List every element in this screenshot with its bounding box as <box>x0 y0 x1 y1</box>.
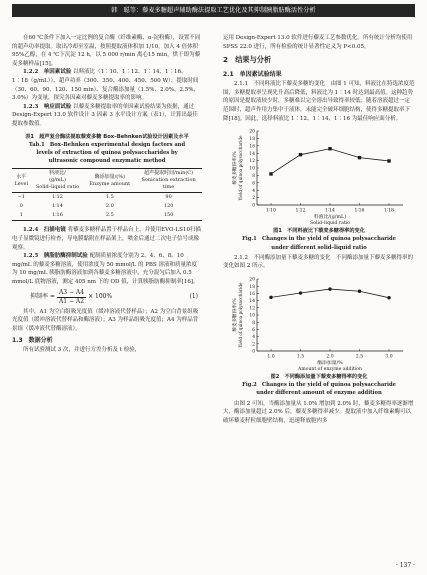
table1-block <box>12 133 202 222</box>
paragraph: 2.1.2 不同酶添加量下藜麦多糖的变化 不同酶添加量下藜麦多糖得率的变化如图 2 所示。 <box>223 254 413 270</box>
subsection-text: 将藜麦多糖样品置于样品台上，并使用EVO-LS10扫描电子显微镜进行检查，导电膜黏附在样品架上，喷金后通过二次电子信号成像观察。 <box>12 227 201 251</box>
x-tick-label: 1∶16 <box>354 208 365 214</box>
y-tick-label: 18 <box>249 284 255 290</box>
figure2-caption-en: under different amount of enzyme addition <box>256 390 382 397</box>
y-tick-label: 16 <box>249 291 255 297</box>
factor-level-table <box>12 168 202 221</box>
series-line <box>271 149 389 174</box>
table-header: 酶添加量/(%) Enzyme amount <box>84 169 135 193</box>
data-point <box>299 153 302 156</box>
subsection-title: 1.2.3 响应面试验 <box>23 103 72 110</box>
paragraph-s125 <box>12 252 202 286</box>
paragraph: 由图 2 可知，当酶添加量从 1.0% 增加到 2.0% 时，藜麦多糖得率逐渐增大，酶添加量超过 2.0% 后，藜麦多糖得率减少。提取液中加入纤维素酶可以破坏藜麦籽粒细胞壁结构，迅速释放胞内多 <box>223 400 414 424</box>
section-title-2: 2 结果与分析 <box>223 55 272 65</box>
paragraph: 在60 ℃条件下加入一定比例的复合酶（纤维素酶、α-淀粉酶），设置不同的超声功率提取。取出冷却至室温，按照提取液体积加 1/10，加入 4 倍体积95%乙醇，在 4 ℃下沉淀 12 h，以 5 000 r/min 离心15 min，烘干即为藜麦多糖样品[15]。 <box>12 35 201 67</box>
y-axis-label: 藜麦多糖得率/% <box>233 298 238 332</box>
y-tick-label: 0 <box>252 349 255 355</box>
y-axis-label: 藜麦多糖得率/% <box>233 151 238 185</box>
data-point <box>269 296 272 299</box>
x-axis-label: 酶添加量/% <box>317 360 343 366</box>
data-point <box>387 159 390 162</box>
figure1-caption-en: under different solid–liquid ratio <box>271 244 367 251</box>
equation-denominator: A1 − A2 <box>58 297 85 305</box>
x-tick-label: 1∶12 <box>295 208 306 214</box>
y-tick-label: 20 <box>249 129 255 135</box>
section-title-1-3: 1.3 数据分析 <box>12 337 53 345</box>
paragraph-s122 <box>12 68 202 102</box>
y-tick-label: 8 <box>252 320 255 326</box>
y-tick-label: 12 <box>249 159 255 165</box>
x-tick-label: 2.5 <box>355 354 364 360</box>
y-tick-label: 14 <box>249 151 255 157</box>
table-row: 1 1∶16 2.5 150 <box>12 211 202 221</box>
data-point <box>328 287 331 290</box>
y-tick-label: 8 <box>252 174 255 180</box>
y-tick-label: 20 <box>249 277 255 283</box>
table-header: 料液比/ (g/mL) Solid–liquid ratio <box>31 169 85 193</box>
y-tick-label: 16 <box>249 144 255 150</box>
figure1-caption-cn: 图1 不同料液比下藜麦多糖得率的变化 <box>273 228 365 235</box>
table1-title-en: Tab.1 Box–Behnken experimental design factors and <box>28 141 186 148</box>
subsection-text: 配制质量浓度分别为 2、4、6、8、10 mg/mL 的藜麦多糖溶液，使用浓度为 50 mmol/L 的 PBS 溶液和质量浓度为 10 mg/mL 胰脂肪酶溶液加到各藜麦多糖溶液中，充分混匀后加入 0.5 mmol/L 底物溶液，测定 405 nm 下的 OD 值，计算胰脂肪酶抑制率[16]。 <box>12 253 199 285</box>
paragraph: 运用 Design-Expert 13.0 软件进行藜麦工艺参数优化。所有统计分析均使用 SPSS 22.0 进行，所有检验的统计显著性定义为 P<0.05。 <box>223 35 413 50</box>
data-point <box>358 289 361 292</box>
x-tick-label: 3.0 <box>385 354 393 360</box>
right-column <box>223 34 415 425</box>
table-row: 0 1∶14 2.0 120 <box>19 203 174 210</box>
y-tick-label: 18 <box>249 137 255 143</box>
paragraph-s123 <box>12 103 202 129</box>
figure2-caption-cn: 图2 不同酶添加量下藜麦多糖得率的变化 <box>270 373 368 380</box>
figure2-chart <box>227 273 411 373</box>
y-tick-label: 14 <box>249 299 255 305</box>
equation-lhs: 抑制率 = <box>30 292 55 300</box>
table-row: −1 1∶12 1.5 90 <box>17 194 172 201</box>
y-axis-label-en: Yield of quinoa polysaccharide <box>238 282 243 348</box>
paragraph: 所有试验测试 3 次，并进行方差分析及 t 检验， <box>23 347 141 354</box>
data-point <box>269 172 272 175</box>
table-header: 超声提取时间/min(C) Sonication extraction time <box>135 169 202 193</box>
y-tick-label: 10 <box>249 166 255 172</box>
figure1-chart <box>227 125 411 227</box>
x-tick-label: 1∶10 <box>266 208 276 214</box>
subsection-text: 以藜麦多糖提取率的单因素试验结果为依据，通过 Design-Expert 13.0 软件设计 3 因素 3 水平设计方案（表1），计算出最佳提取参数值。 <box>12 103 198 127</box>
y-tick-label: 12 <box>249 306 255 312</box>
table-header: 水平 Level <box>12 169 31 193</box>
table1-title-cn: 表1 超声复合酶法提取藜麦多糖 Box–Behnken试验设计因素及水平 <box>25 133 189 140</box>
equation-number: (1) <box>189 292 198 300</box>
y-tick-label: 2 <box>252 196 255 202</box>
x-tick-label: 1.0 <box>267 354 275 360</box>
subsection-title: 1.2.2 单因素试验 <box>23 69 72 76</box>
data-point <box>387 296 390 299</box>
figure2-caption-en: Fig.2 Changes in the yield of quinoa polysaccharide <box>242 382 396 389</box>
subsection-title: 1.2.4 扫描电镜 <box>23 227 66 234</box>
page-number: · 137 · <box>395 562 415 569</box>
paragraph-s124 <box>12 226 202 252</box>
x-axis-label-en: Amount of enzyme addition <box>298 366 362 372</box>
x-tick-label: 2.0 <box>326 354 334 360</box>
x-axis-label-en: Solid–liquid ratio <box>310 221 350 227</box>
paragraph: 其中，A1 为空白组吸光度值（缓冲溶液代替样品）；A2 为空白背景组吸光度值（缓冲溶液代替样品和酶溶液）；A3 为样品组吸光度值；A4 为样品背景组（缓冲液代替酶溶液）。 <box>12 308 199 332</box>
equation-1 <box>30 289 202 306</box>
equation-fraction <box>57 289 86 306</box>
x-tick-label: 1∶14 <box>325 208 335 214</box>
y-tick-label: 4 <box>252 335 255 341</box>
running-header: 韩 聪等：藜麦多糖超声辅助酶法提取工艺优化及其抑制胰脂肪酶活性分析 <box>12 4 415 17</box>
left-column <box>12 34 202 355</box>
y-tick-label: 6 <box>252 181 255 187</box>
data-point <box>358 156 361 159</box>
y-tick-label: 10 <box>249 313 255 319</box>
subsection-title: 1.2.5 胰脂肪酶抑制试验 <box>23 253 88 260</box>
data-point <box>299 291 302 294</box>
y-tick-label: 4 <box>252 188 255 194</box>
table1-title-en: levels of extraction of quinoa polysaccharides by <box>36 149 178 156</box>
section-title-2-1: 2.1 单因素试验结果 <box>223 71 282 79</box>
y-tick-label: 2 <box>252 342 255 348</box>
data-point <box>328 147 331 150</box>
x-tick-label: 1.5 <box>296 354 305 360</box>
y-tick-label: 0 <box>252 203 255 209</box>
subsection-text: 以料液比（1∶10、1∶12、1∶14、1∶16、1∶18（g/mL））、超声功率（300、350、400、450、500 W）、提取时间（30、60、90、120、150 min）、复合酶添加量（1.5%、2.0%、2.5%、3.0%）为变量，探究各因素对藜麦多糖提取率的影响。 <box>12 69 199 102</box>
table1-title-en: ultrasonic compound enzymatic method <box>48 158 166 165</box>
x-axis-label: 料液比/(g/mL) <box>313 215 347 221</box>
paragraph: 2.1.1 不同料液比下藜麦多糖的变化 由图 1 可知，料液比在特选浓度范围，多糖提取率呈现先升高后降低，料液比为 1∶14 时达到最高值。这种趋势的原因是提取液较少时，多糖难以完全溶出导致得率较低；随着溶液超过一定范围时，超声作用力集中于液体，未能完全破坏细胞结构，使得多糖提取率下降[18]。因此，选择料液比 1∶12、1∶14、1∶16 为最佳响应面分析。 <box>223 81 415 122</box>
equation-rhs: × 100% <box>88 292 113 300</box>
figure1-caption-en: Fig.1 Changes in the yield of quinoa polysaccharide <box>242 236 396 243</box>
y-tick-label: 6 <box>252 327 255 333</box>
x-tick-label: 1∶18 <box>384 208 394 214</box>
equation-numerator: A3 − A4 <box>58 288 85 296</box>
y-axis-label-en: Yield of quinoa polysaccharide <box>238 135 243 201</box>
